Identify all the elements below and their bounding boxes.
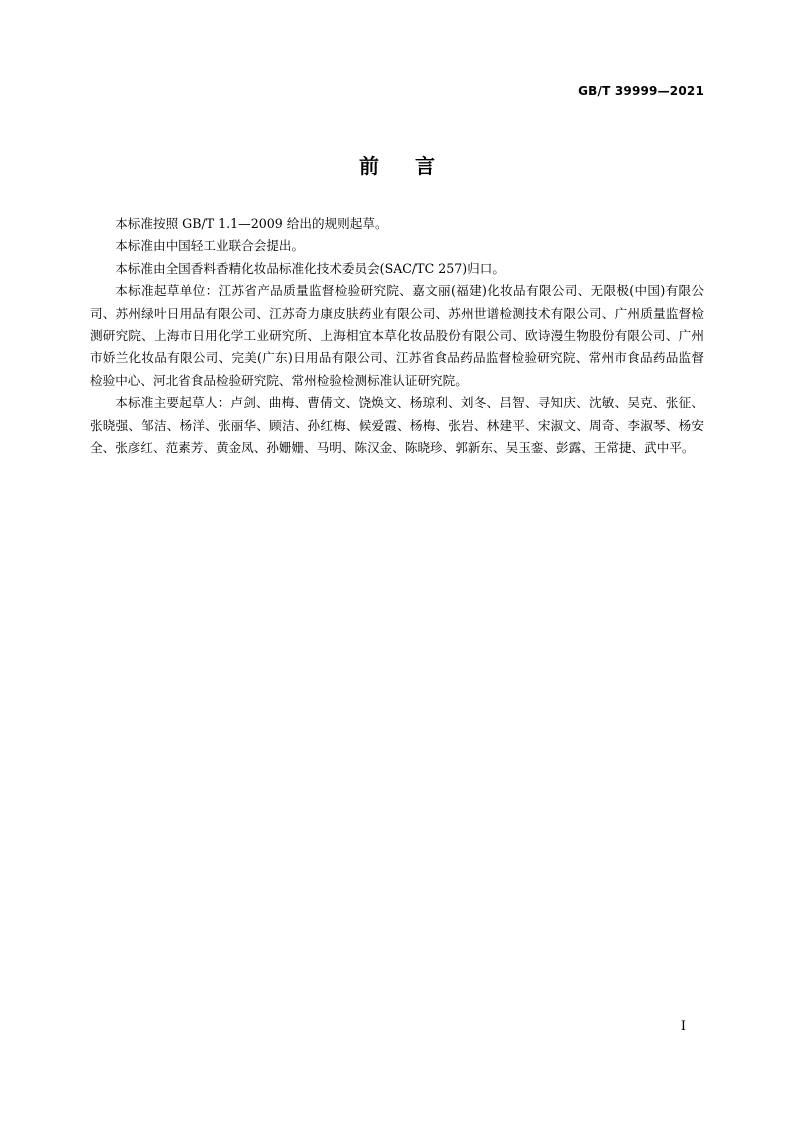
page-number: I [680,1019,686,1034]
standard-number: GB/T 39999—2021 [578,84,704,98]
paragraph-drafting-organizations: 本标准起草单位：江苏省产品质量监督检验研究院、嘉文丽(福建)化妆品有限公司、无限极(中国)有限公司、苏州绿叶日用品有限公司、江苏奇力康皮肤药业有限公司、苏州世谱检测技术有限公司、广州质量监督检测研究院、上海市日用化学工业研究所、上海相宜本草化妆品股份有限公司、欧诗漫生物股份有限公司、广州市娇兰化妆品有限公司、完美(广东)日用品有限公司、江苏省食品药品监督检验研究院、常州市食品药品监督检验中心、河北省食品检验研究院、常州检验检测标准认证研究院。 [90,283,704,388]
page-title: 前言 [359,154,471,178]
foreword-body [90,213,704,459]
paragraph-main-drafters: 本标准主要起草人：卢剑、曲梅、曹倩文、饶焕文、杨琼利、刘冬、吕智、寻知庆、沈敏、吴克、张征、张晓强、邹洁、杨洋、张丽华、顾洁、孙红梅、候爱霞、杨梅、张岩、林建平、宋淑文、周奇、李淑琴、杨安全、张彦红、范素芳、黄金凤、孙姗姗、马明、陈汉金、陈晓珍、郭新东、吴玉銮、彭露、王常捷、武中平。 [90,395,704,456]
paragraph-technical-committee: 本标准由全国香料香精化妆品标准化技术委员会(SAC/TC 257)归口。 [115,260,505,276]
paragraph-proposer: 本标准由中国轻工业联合会提出。 [115,238,305,254]
paragraph-drafting-rules: 本标准按照 GB/T 1.1—2009 给出的规则起草。 [115,216,388,231]
